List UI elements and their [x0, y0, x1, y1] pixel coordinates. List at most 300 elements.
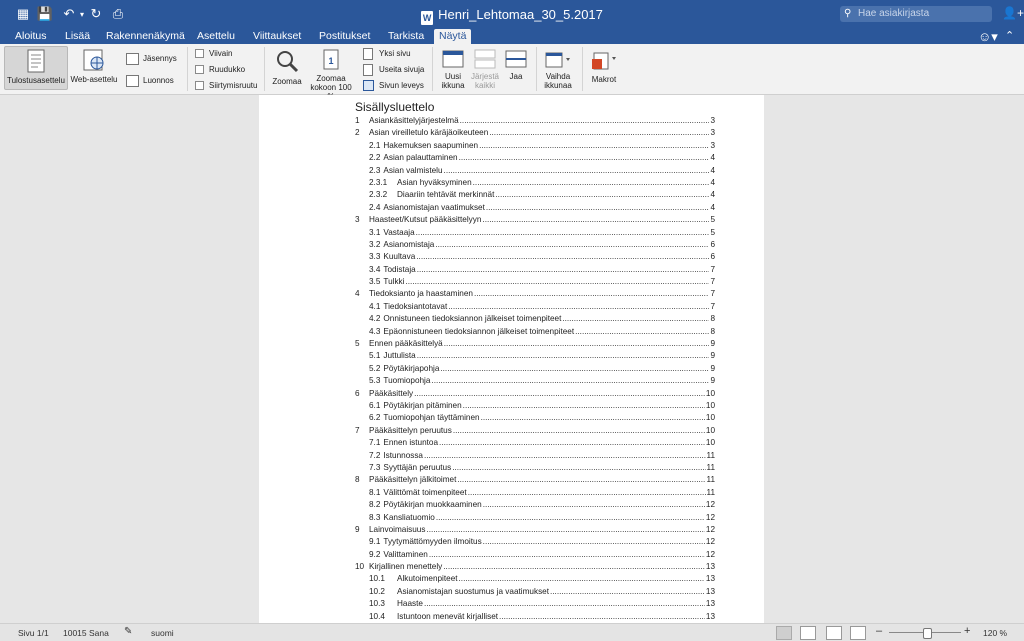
- toc-entry-number: 5.1: [369, 351, 381, 361]
- toc-entry-page: 12: [705, 512, 715, 522]
- toc-entry-page: 4: [710, 202, 715, 212]
- toc-entry[interactable]: [355, 524, 715, 536]
- multiple-pages-button[interactable]: [363, 64, 424, 75]
- navigation-checkbox-box[interactable]: [195, 81, 204, 90]
- toc-entry-page: 9: [710, 351, 715, 361]
- toc-entry-number: 2.3.2: [369, 190, 388, 200]
- toc-leader-dots: [482, 214, 709, 226]
- toc-entry-text: Asiankäsittelyjärjestelmä: [369, 116, 459, 125]
- toc-entry[interactable]: [355, 499, 715, 511]
- zoom-slider-handle[interactable]: [923, 628, 932, 639]
- toc-entry-number: 10: [355, 562, 365, 572]
- outline-icon: [126, 53, 139, 65]
- print-icon[interactable]: ⎙: [112, 6, 124, 21]
- toc-leader-dots: [416, 227, 710, 239]
- toc-entry[interactable]: [355, 561, 715, 573]
- toc-entry-text: Valittaminen: [383, 549, 428, 559]
- undo-dropdown-icon[interactable]: ▾: [79, 9, 84, 19]
- tab-nayta[interactable]: Näytä: [434, 29, 471, 44]
- zoom-out-icon[interactable]: –: [876, 625, 883, 637]
- toc-entry-page: 13: [705, 586, 715, 596]
- toc-leader-dots: [468, 487, 706, 499]
- toc-entry-text: Tuomiopohjan täyttäminen: [383, 413, 480, 423]
- toc-entry-text: Pääkäsittely: [369, 388, 414, 398]
- toc-entry-page: 11: [706, 462, 715, 472]
- switch-windows-label-line2: ikkunaa: [544, 81, 572, 90]
- toc-entry-page: 11: [706, 487, 715, 497]
- toc-entry-text: Pääkäsittelyn peruutus: [369, 425, 452, 435]
- toc-entry[interactable]: [355, 388, 715, 400]
- toc-leader-dots: [473, 177, 710, 189]
- page-width-button[interactable]: [363, 80, 424, 91]
- toc-entry-text: Tiedoksiantotavat: [383, 301, 448, 311]
- toc-entry-number: 8.1: [369, 487, 381, 497]
- draft-icon: [126, 75, 139, 87]
- toc-entry-page: 11: [706, 475, 715, 485]
- toc-leader-dots: [474, 288, 710, 300]
- print-layout-view-icon[interactable]: [776, 626, 792, 640]
- toc-entry-number: 10.3: [369, 599, 385, 609]
- toc-leader-dots: [460, 115, 710, 127]
- toc-entry-page: 7: [710, 264, 715, 274]
- zoom-100-button[interactable]: [306, 46, 356, 92]
- toc-leader-dots: [414, 388, 705, 400]
- toc-leader-dots: [483, 499, 705, 511]
- toc-entry-page: 4: [710, 165, 715, 175]
- toc-entry[interactable]: [355, 214, 715, 226]
- toc-entry-text: Pöytäkirjapohja: [383, 363, 440, 373]
- toc-entry-page: 10: [705, 388, 715, 398]
- toc-entry-text: Pöytäkirjan muokkaaminen: [383, 500, 482, 510]
- toc-entries: [355, 115, 715, 623]
- toc-entry-page: 3: [710, 116, 715, 125]
- toc-entry[interactable]: [355, 152, 715, 164]
- toc-entry-number: 4.2: [369, 314, 381, 324]
- toc-entry-text: Istuntoon menevät kirjalliset: [397, 611, 499, 621]
- toc-leader-dots: [443, 561, 705, 573]
- ribbon-separator: [264, 47, 265, 91]
- gridlines-checkbox-box[interactable]: [195, 65, 204, 74]
- toc-entry-page: 4: [710, 153, 715, 163]
- toc-entry[interactable]: [355, 115, 715, 127]
- toc-entry-number: 5: [355, 339, 360, 349]
- toc-entry-text: Haasteet/Kutsut pääkäsittelyyn: [369, 215, 482, 225]
- toc-entry-text: Tyytymättömyyden ilmoitus: [383, 537, 482, 547]
- toc-leader-dots: [417, 350, 710, 362]
- one-page-icon: [363, 48, 373, 60]
- toc-entry-number: 5.3: [369, 376, 381, 386]
- tab-asettelu[interactable]: Asettelu: [197, 30, 235, 42]
- toc-leader-dots: [417, 264, 710, 276]
- toc-entry[interactable]: [355, 512, 715, 524]
- toc-entry-page: 13: [705, 574, 715, 584]
- toc-entry[interactable]: [355, 425, 715, 437]
- toc-entry[interactable]: [355, 363, 715, 375]
- toc-entry[interactable]: [355, 611, 715, 623]
- toc-entry-page: 10: [705, 413, 715, 423]
- toc-leader-dots: [486, 202, 710, 214]
- toc-entry-page: 6: [710, 239, 715, 249]
- toc-entry-page: 9: [710, 339, 715, 349]
- toc-leader-dots: [448, 301, 709, 313]
- toc-entry-number: 10.1: [369, 574, 385, 584]
- toc-entry-page: 13: [705, 611, 715, 621]
- toc-entry[interactable]: [355, 474, 715, 486]
- toc-entry-text: Ennen istuntoa: [383, 438, 439, 448]
- share-user-icon[interactable]: 👤+: [1002, 6, 1024, 20]
- toc-entry-page: 11: [706, 450, 715, 460]
- toc-entry[interactable]: [355, 536, 715, 548]
- navigation-label: Siirtymisruutu: [209, 81, 258, 90]
- page-count[interactable]: Sivu 1/1: [18, 628, 49, 638]
- toc-entry-number: 2.1: [369, 140, 381, 150]
- ribbon-separator: [582, 47, 583, 91]
- web-layout-view-icon[interactable]: [800, 626, 816, 640]
- toc-entry-text: Välittömät toimenpiteet: [383, 487, 467, 497]
- toc-leader-dots: [426, 524, 704, 536]
- toc-leader-dots: [575, 326, 709, 338]
- toc-entry-text: Onnistuneen tiedoksiannon jälkeiset toimenpiteet: [383, 314, 562, 324]
- status-bar: [0, 623, 1024, 641]
- toc-entry-text: Tiedoksianto ja haastaminen: [369, 289, 473, 299]
- toc-entry-number: 7: [355, 425, 360, 435]
- toc-entry[interactable]: [355, 276, 715, 288]
- toc-entry-number: 9: [355, 524, 360, 534]
- toc-entry-page: 7: [710, 301, 715, 311]
- toc-entry[interactable]: [355, 573, 715, 585]
- toc-leader-dots: [495, 189, 709, 201]
- macros-button[interactable]: [586, 46, 622, 88]
- search-placeholder: Hae asiakirjasta: [858, 8, 930, 19]
- document-page[interactable]: [259, 95, 764, 640]
- toc-entry-number: 7.3: [369, 462, 381, 472]
- toc-entry[interactable]: [355, 437, 715, 449]
- toc-leader-dots: [489, 127, 709, 139]
- toc-entry-text: Asian valmistelu: [383, 165, 443, 175]
- toc-entry-number: 2.3.1: [369, 177, 388, 187]
- toc-entry-page: 4: [710, 177, 715, 187]
- switch-windows-icon: [545, 49, 571, 69]
- toc-entry[interactable]: [355, 227, 715, 239]
- toc-entry-number: 3.3: [369, 252, 381, 262]
- arrange-all-button[interactable]: [469, 46, 501, 92]
- toc-entry-number: 10.4: [369, 611, 385, 621]
- web-layout-button[interactable]: [68, 46, 120, 88]
- toc-entry-text: Asianomistajan vaatimukset: [383, 202, 485, 212]
- toc-entry-page: 12: [705, 537, 715, 547]
- toc-entry-number: 9.2: [369, 549, 381, 559]
- toc-entry[interactable]: [355, 264, 715, 276]
- toc-entry[interactable]: [355, 549, 715, 561]
- toc-entry-text: Epäonnistuneen tiedoksiannon jälkeiset toimenpiteet: [383, 326, 575, 336]
- multiple-pages-icon: [363, 64, 373, 76]
- toc-leader-dots: [459, 152, 710, 164]
- toc-entry-text: Hakemuksen saapuminen: [383, 140, 479, 150]
- toc-entry-text: Pääkäsittelyn jälkitoimet: [369, 475, 457, 485]
- navigation-pane-checkbox[interactable]: [195, 80, 257, 91]
- toc-entry-number: 4: [355, 289, 360, 299]
- zoom-100-label-line2: kokoon 100: [310, 83, 352, 92]
- toc-entry[interactable]: [355, 450, 715, 462]
- toc-entry[interactable]: [355, 239, 715, 251]
- toc-entry-number: 8: [355, 475, 360, 485]
- outline-button[interactable]: [126, 53, 177, 64]
- toc-entry-number: 3.1: [369, 227, 381, 237]
- toc-leader-dots: [440, 363, 709, 375]
- toc-entry[interactable]: [355, 586, 715, 598]
- new-window-button[interactable]: [436, 46, 470, 92]
- new-window-icon: [442, 49, 464, 69]
- toc-entry-number: 7.1: [369, 438, 381, 448]
- split-button[interactable]: [502, 46, 530, 92]
- ruler-checkbox-box[interactable]: [195, 49, 204, 58]
- toc-entry-number: 2.3: [369, 165, 381, 175]
- ribbon: [0, 44, 1024, 95]
- tab-rakennenakyma[interactable]: Rakennenäkymä: [106, 30, 185, 42]
- toc-entry-number: 1: [355, 116, 360, 125]
- toc-leader-dots: [435, 239, 709, 251]
- toc-entry-number: 4.1: [369, 301, 381, 311]
- toc-entry-text: Ennen pääkäsittelyä: [369, 339, 443, 349]
- toc-entry-page: 5: [710, 215, 715, 225]
- multiple-pages-label: Useita sivuja: [379, 65, 425, 74]
- toc-entry-number: 6: [355, 388, 360, 398]
- toc-entry[interactable]: [355, 375, 715, 387]
- toc-entry-number: 3: [355, 215, 360, 225]
- toc-entry[interactable]: [355, 288, 715, 300]
- toc-entry-number: 8.3: [369, 512, 381, 522]
- toc-entry-number: 2.2: [369, 153, 381, 163]
- collapse-ribbon-icon[interactable]: ⌃: [1005, 30, 1015, 42]
- toc-entry-text: Todistaja: [383, 264, 416, 274]
- title-bar: [0, 0, 1024, 28]
- toc-entry[interactable]: [355, 350, 715, 362]
- one-page-button[interactable]: [363, 48, 411, 59]
- toc-entry[interactable]: [355, 165, 715, 177]
- toc-entry-page: 3: [710, 140, 715, 150]
- word-count[interactable]: 10015 Sana: [63, 628, 109, 638]
- toc-entry[interactable]: [355, 598, 715, 610]
- svg-text:1: 1: [328, 56, 334, 66]
- page-width-label: Sivun leveys: [379, 81, 424, 90]
- toc-entry-page: 6: [710, 252, 715, 262]
- tab-lisaa[interactable]: Lisää: [65, 30, 91, 42]
- ribbon-tabs: [0, 28, 1024, 44]
- toc-entry-text: Pöytäkirjan pitäminen: [383, 400, 462, 410]
- toc-entry-text: Asianomistajan suostumus ja vaatimukset: [397, 586, 549, 596]
- toc-entry[interactable]: [355, 338, 715, 350]
- toc-leader-dots: [463, 400, 705, 412]
- toc-entry[interactable]: [355, 400, 715, 412]
- toc-leader-dots: [483, 536, 705, 548]
- print-layout-label: Tulostusasettelu: [7, 76, 65, 85]
- feedback-smiley-icon[interactable]: ☺▾: [978, 29, 998, 44]
- zoom-level[interactable]: 120 %: [983, 628, 1008, 638]
- toc-entry-number: 10.2: [369, 586, 385, 596]
- tab-viittaukset[interactable]: Viittaukset: [253, 30, 302, 42]
- toc-entry-page: 9: [710, 376, 715, 386]
- arrange-all-label-line2: kaikki: [474, 81, 495, 90]
- toc-entry-page: 12: [705, 524, 715, 534]
- toc-entry-number: 3.5: [369, 277, 381, 287]
- redo-icon[interactable]: ↻: [90, 6, 102, 21]
- word-doc-icon: W: [422, 13, 432, 23]
- proofing-icon[interactable]: ✎: [124, 626, 133, 637]
- toc-title: Sisällysluettelo: [355, 100, 435, 114]
- toc-entry-text: Kansliatuomio: [383, 512, 435, 522]
- toc-entry-page: 13: [705, 562, 715, 572]
- toc-entry-page: 10: [705, 400, 715, 410]
- toc-entry-text: Diaariin tehtävät merkinnät: [397, 190, 495, 200]
- toc-leader-dots: [481, 412, 705, 424]
- toc-leader-dots: [457, 474, 705, 486]
- toc-entry-text: Asian hyväksyminen: [397, 177, 472, 187]
- toc-leader-dots: [424, 598, 705, 610]
- toc-entry-number: 3.2: [369, 239, 381, 249]
- toc-entry[interactable]: [355, 462, 715, 474]
- toc-entry-number: 9.1: [369, 537, 381, 547]
- tab-postitukset[interactable]: Postitukset: [319, 30, 371, 42]
- toc-entry-page: 12: [705, 549, 715, 559]
- draft-button[interactable]: [126, 75, 174, 86]
- toc-leader-dots: [439, 437, 705, 449]
- toc-entry[interactable]: [355, 202, 715, 214]
- zoom-100-label-line1: Zoomaa: [316, 74, 346, 83]
- magnifier-icon: [275, 49, 299, 73]
- split-icon: [505, 49, 527, 69]
- new-window-label-line2: ikkuna: [441, 81, 465, 90]
- language-indicator[interactable]: suomi: [151, 628, 174, 638]
- page-width-icon: [363, 80, 374, 91]
- zoom-100-icon: [320, 49, 342, 71]
- toc-leader-dots: [499, 611, 705, 623]
- ruler-checkbox[interactable]: [195, 48, 232, 59]
- gridlines-label: Ruudukko: [209, 65, 246, 74]
- gridlines-checkbox[interactable]: [195, 64, 245, 75]
- print-layout-button[interactable]: [4, 46, 68, 90]
- new-window-label-line1: Uusi: [444, 72, 461, 81]
- toc-entry-text: Istunnossa: [383, 450, 423, 460]
- ruler-label: Viivain: [209, 49, 233, 58]
- toc-entry-number: 5.2: [369, 363, 381, 373]
- toc-leader-dots: [444, 338, 710, 350]
- outline-label: Jäsennys: [143, 54, 177, 63]
- toc-entry-text: Asian vireilletulo käräjäoikeuteen: [369, 128, 489, 138]
- zoom-button[interactable]: [268, 46, 306, 88]
- toc-entry[interactable]: [355, 177, 715, 189]
- toc-leader-dots: [416, 251, 709, 263]
- toc-leader-dots: [429, 549, 705, 561]
- switch-windows-button[interactable]: [538, 46, 578, 92]
- toc-leader-dots: [452, 462, 705, 474]
- tab-aloitus[interactable]: Aloitus: [15, 30, 47, 42]
- zoom-label: Zoomaa: [272, 77, 302, 86]
- toc-entry-number: 3.4: [369, 264, 381, 274]
- toc-entry-text: Alkutoimenpiteet: [397, 574, 458, 584]
- toc-leader-dots: [436, 512, 705, 524]
- zoom-in-icon[interactable]: +: [964, 625, 971, 637]
- toc-leader-dots: [562, 313, 709, 325]
- toc-entry-page: 3: [710, 128, 715, 138]
- toc-entry-text: Kuultava: [383, 252, 416, 262]
- toc-leader-dots: [550, 586, 705, 598]
- toc-leader-dots: [459, 573, 705, 585]
- toc-entry[interactable]: [355, 412, 715, 424]
- toc-entry-page: 9: [710, 363, 715, 373]
- toc-entry[interactable]: [355, 189, 715, 201]
- toc-leader-dots: [444, 165, 710, 177]
- toc-entry[interactable]: [355, 313, 715, 325]
- undo-icon[interactable]: ↶: [63, 6, 75, 21]
- ribbon-separator: [187, 47, 188, 91]
- toc-entry-page: 4: [710, 190, 715, 200]
- save-icon[interactable]: 💾: [36, 6, 54, 21]
- toc-entry-page: 10: [705, 425, 715, 435]
- switch-windows-label-line1: Vaihda: [545, 72, 571, 81]
- toc-entry[interactable]: [355, 487, 715, 499]
- macros-label: Makrot: [591, 75, 617, 84]
- toc-leader-dots: [431, 375, 709, 387]
- split-label: Jaa: [509, 72, 523, 81]
- ribbon-separator: [432, 47, 433, 91]
- one-page-label: Yksi sivu: [379, 49, 411, 58]
- toc-entry-text: Syyttäjän peruutus: [383, 462, 452, 472]
- draft-label: Luonnos: [143, 76, 174, 85]
- print-layout-icon: [25, 49, 47, 73]
- document-title-text: Henri_Lehtomaa_30_5.2017: [438, 7, 603, 22]
- toc-entry-text: Vastaaja: [383, 227, 415, 237]
- toc-entry[interactable]: [355, 140, 715, 152]
- toc-entry-number: 2: [355, 128, 360, 138]
- toc-entry[interactable]: [355, 127, 715, 139]
- web-layout-icon: [82, 48, 106, 72]
- search-icon: ⚲: [844, 8, 852, 19]
- outline-view-icon[interactable]: [826, 626, 842, 640]
- arrange-all-icon: [474, 49, 496, 69]
- toc-entry[interactable]: [355, 301, 715, 313]
- toc-entry-number: 4.3: [369, 326, 381, 336]
- toc-entry-number: 6.2: [369, 413, 381, 423]
- toc-entry-page: 7: [710, 277, 715, 287]
- toc-entry-text: Asian palauttaminen: [383, 153, 458, 163]
- toc-entry-number: 2.4: [369, 202, 381, 212]
- toc-leader-dots: [405, 276, 709, 288]
- toc-entry-text: Haaste: [397, 599, 423, 609]
- toc-entry-page: 8: [710, 326, 715, 336]
- toc-entry-number: 7.2: [369, 450, 381, 460]
- toc-entry-number: 8.2: [369, 500, 381, 510]
- toc-entry-text: Asianomistaja: [383, 239, 435, 249]
- toc-entry-page: 5: [710, 227, 715, 237]
- toc-leader-dots: [453, 425, 705, 437]
- arrange-all-label-line1: Järjestä: [470, 72, 499, 81]
- tab-tarkista[interactable]: Tarkista: [388, 30, 425, 42]
- draft-view-icon[interactable]: [850, 626, 866, 640]
- toc-entry[interactable]: [355, 326, 715, 338]
- macros-icon: [590, 49, 618, 71]
- toc-entry[interactable]: [355, 251, 715, 263]
- toc-entry-page: 8: [710, 314, 715, 324]
- toc-entry-number: 6.1: [369, 400, 381, 410]
- toc-leader-dots: [424, 450, 706, 462]
- toc-entry-text: Tulkki: [383, 277, 405, 287]
- sidebar-toggle-icon[interactable]: ▦: [16, 6, 30, 21]
- toc-entry-page: 12: [705, 500, 715, 510]
- search-input[interactable]: [840, 6, 992, 22]
- toc-entry-text: Juttulista: [383, 351, 416, 361]
- toc-entry-text: Lainvoimaisuus: [369, 524, 426, 534]
- toc-leader-dots: [479, 140, 709, 152]
